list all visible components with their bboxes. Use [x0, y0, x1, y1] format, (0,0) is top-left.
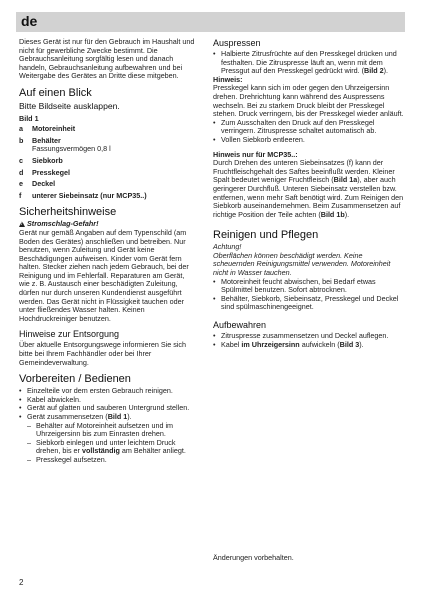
- warning-triangle-icon: [19, 221, 25, 227]
- bullet-text: Gerät auf glatten und sauberen Untergrund stellen.: [27, 403, 190, 413]
- hint-text-part: Durch Drehen des unteren Siebeinsatzes (f) kann der Fruchtfleischgehalt des Saftes beeinflußt werden. Kleiner Spalt bedeutet weniger Fruchtfleisch (: [213, 158, 395, 185]
- parts-list: [19, 125, 197, 200]
- assembly-steps: [27, 422, 197, 465]
- list-item: • Motoreinheit feucht abwischen, bei Bedarf etwas Spülmittel benutzen. Sofort abtrocknen.: [213, 278, 405, 295]
- list-item: • Zitruspresse zusammensetzen und Deckel auflegen.: [213, 332, 405, 341]
- press-bullets-2: [213, 119, 405, 145]
- bild-1-label: Bild 1: [19, 113, 39, 123]
- hint-text: Presskegel kann sich im oder gegen den Uhrzeigersinn drehen. Drehrichtung kann während des Auspressens wechseln. Bei zu starkem Druck bleibt der Presskegel stehen. Druck verringern, bis der Presskegel wieder anläuft.: [213, 83, 404, 119]
- disposal-heading: Hinweise zur Entsorgung: [19, 329, 120, 340]
- list-item: [27, 439, 197, 456]
- part-letter: a: [19, 124, 23, 134]
- part-letter: c: [19, 155, 23, 165]
- emphasis: im Uhrzeigersinn: [241, 339, 300, 349]
- mcp-hint-text: [213, 159, 405, 219]
- figure-ref: Bild 1: [107, 412, 128, 421]
- list-item: • Zum Ausschalten den Druck auf den Presskegel verringern. Zitruspresse schaltet automatisch ab.: [213, 119, 405, 136]
- page-number: 2: [19, 578, 24, 587]
- list-item: [213, 50, 405, 76]
- disposal-text: Über aktuelle Entsorgungswege informieren Sie sich bitte bei Ihrem Fachhändler oder bei Ihrer Gemeindeverwaltung.: [19, 340, 186, 367]
- warning-label: Stromschlag-Gefahr!: [27, 219, 99, 229]
- language-header-bar: [16, 12, 405, 32]
- bullet-text: Einzelteile vor dem ersten Gebrauch reinigen.: [27, 386, 173, 396]
- mcp-hint-label: Hinweis nur für MCP35..:: [213, 149, 298, 159]
- attention-label: Achtung!: [213, 242, 242, 252]
- intro-text: Dieses Gerät ist nur für den Gebrauch im Haushalt und nicht für gewerbliche Zwecke bestimmt. Die Gebrauchsanleitung sorgfältig lesen und danach handeln, Gebrauchsanleitung aufbewahren und bei Weitergabe des Gerätes an Dritte diese mitgeben.: [19, 37, 195, 81]
- changes-reserved-note: Änderungen vorbehalten.: [213, 553, 294, 562]
- part-letter: e: [19, 179, 23, 189]
- part-name: Deckel: [32, 179, 56, 189]
- list-item: [27, 456, 197, 465]
- bullet-text: Kabel abwickeln.: [27, 394, 81, 404]
- list-item: • Vollen Siebkorb entleeren.: [213, 136, 405, 145]
- figure-ref: Bild 3: [339, 339, 360, 349]
- part-letter: f: [19, 190, 22, 200]
- part-letter: b: [19, 135, 24, 145]
- glance-heading: Auf einen Blick: [19, 86, 92, 99]
- attention-text: Oberflächen können beschädigt werden. Keine scheuernden Reinigungsmittel verwenden. Motoreinheit nicht in Wasser tauchen.: [213, 250, 391, 278]
- step-text: Behälter auf Motoreinheit aufsetzen und im Uhrzeigersinn bis zum Einrasten drehen.: [36, 420, 174, 439]
- part-name: Presskegel: [32, 167, 70, 177]
- figure-ref: Bild 2: [364, 66, 384, 76]
- press-heading: Auspressen: [213, 38, 261, 48]
- part-name: unterer Siebeinsatz (nur MCP35..): [32, 190, 147, 200]
- list-item: [27, 422, 197, 439]
- bullet-text: ).: [127, 412, 132, 421]
- figure-ref: Bild 1b: [320, 209, 345, 219]
- part-name: Behälter: [32, 135, 61, 145]
- part-name: Siebkorb: [32, 155, 63, 165]
- part-note: Fassungsvermögen 0,8 l: [32, 144, 111, 154]
- clean-heading: Reinigen und Pflegen: [213, 229, 319, 242]
- list-item: [19, 169, 197, 178]
- hint-text-part: ).: [344, 209, 350, 219]
- bullet-text: ).: [359, 339, 364, 349]
- prep-heading: Vorbereiten / Bedienen: [19, 373, 131, 386]
- bullet-text: Kabel: [221, 339, 242, 349]
- press-bullets: [213, 50, 405, 76]
- part-name: Motoreinheit: [32, 124, 76, 134]
- prep-bullets: [19, 387, 197, 421]
- storage-bullets: [213, 332, 405, 349]
- list-item: [19, 125, 197, 134]
- list-item: [19, 137, 197, 154]
- language-code: de: [21, 13, 38, 29]
- left-column: [19, 38, 197, 465]
- hint-text-part: ), aber auch geringerer Durchfluß. Unteren Siebeinsatz verstellen bzw. entfernen, wenn mehr Saft benötigt wird. Zum Reinigen den Siebkorb auseinandernehmen. Beim Zusammensetzen auf richtige Position der Teile achten (: [213, 175, 404, 219]
- glance-subtitle: Bitte Bildseite ausklappen.: [19, 100, 120, 111]
- bullet-text: Halbierte Zitrusfrüchte auf den Presskegel drücken und festhalten. Die Zitruspresse läuft an, wenn mit dem Pressgut auf den Presskegel gedrückt wird. (: [221, 49, 397, 76]
- right-column: [213, 38, 405, 349]
- step-text: Presskegel aufsetzen.: [36, 454, 107, 464]
- safety-text: Gerät nur gemäß Angaben auf dem Typenschild (am Boden des Gerätes) anschließen und betreiben. Nur benutzen, wenn Zuleitung und Gerät keine Beschädigungen aufweisen. Kinder vom Gerät fern halten. Stecker ziehen nach jedem Gebrauch, bei der Reinigung und im Fehlerfall. Reparaturen am Gerät, wie z. B. Austausch einer beschädigten Zuleitung, dürfen nur durch unseren Kundendienst ausgeführt werden. Das Gerät nicht in Flüssigkeit tauchen oder unter fließendes Wasser halten. Keinen Hochdruckreiniger benutzen.: [19, 227, 189, 323]
- emphasis: vollständig: [81, 446, 120, 456]
- step-text: Siebkorb einlegen und unter leichtem Druck drehen, bis er: [36, 437, 176, 456]
- hint-label: Hinweis:: [213, 74, 243, 84]
- bullet-text: Gerät zusammensetzen (: [27, 412, 108, 421]
- storage-heading: Aufbewahren: [213, 320, 267, 331]
- part-letter: d: [19, 167, 24, 177]
- list-item: • Behälter, Siebkorb, Siebeinsatz, Presskegel und Deckel sind spülmaschinengeeignet.: [213, 295, 405, 312]
- list-item: [19, 192, 197, 201]
- safety-heading: Sicherheitshinweise: [19, 206, 117, 219]
- list-item: [19, 180, 197, 189]
- bullet-text: aufwickeln (: [299, 339, 340, 349]
- list-item: [19, 157, 197, 166]
- bullet-text: ).: [383, 66, 388, 76]
- list-item: [213, 341, 405, 350]
- figure-ref: Bild 1a: [333, 175, 358, 185]
- step-text: am Behälter anliegt.: [119, 446, 186, 456]
- clean-bullets: [213, 278, 405, 312]
